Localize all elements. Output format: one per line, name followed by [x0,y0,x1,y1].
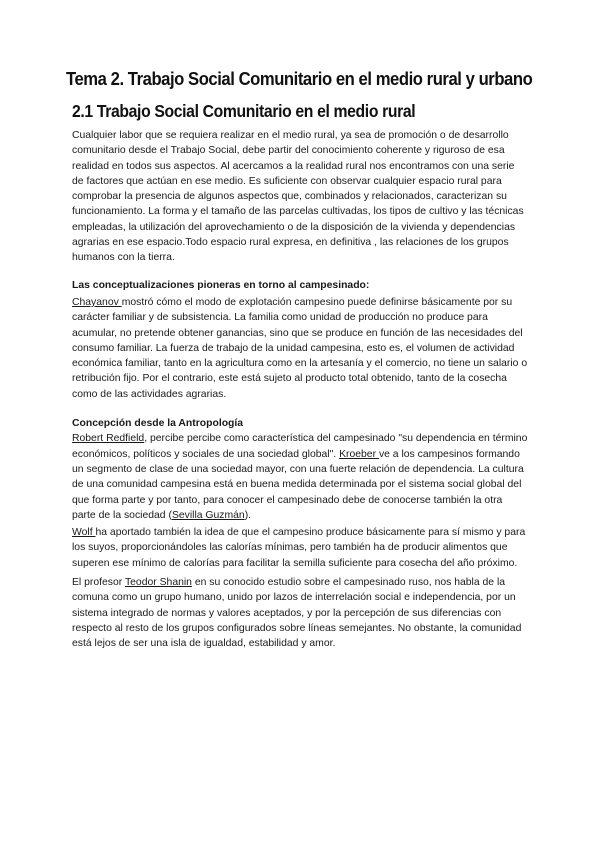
redfield-closing-text: ). [244,509,252,521]
wolf-link[interactable]: Wolf [72,527,96,539]
chayanov-link[interactable]: Chayanov [72,296,122,308]
pioneers-paragraph [72,295,528,402]
shanin-link[interactable]: Teodor Shanin [124,577,192,589]
redfield-text: , percibe percibe como característica del campesinado "su dependencia en término económicos, políticos y sociales de una sociedad global". [72,433,528,460]
shanin-paragraph [72,575,528,651]
sevilla-guzman-link[interactable]: Sevilla Guzmán [171,509,245,521]
kroeber-link[interactable]: Kroeber [339,448,379,460]
pioneers-text: mostró cómo el modo de explotación campesino puede definirse básicamente por su carácter familiar y de subsistencia. La familia como unidad de producción no produce para acumular, no pretende obtener ganancias, sino que se produce en función de las necesidades del consumo familiar. La fuerza de trabajo de la unidad campesina, esto es, el volumen de actividad económica familiar, tanto en la agricultura como en la artesanía y el comercio, no tiene un salario o retribución fijo. Por el contrario, este está sujeto al producto total obtenido, tanto de la cosecha como de las actividades agrarias. [72,296,528,400]
wolf-text: ha aportado también la idea de que el campesino produce básicamente para sí mismo y para los suyos, proporcionándoles las calorías mínimas, pero también ha de producir alimentos que superen ese mínimo de calorías para facilitar la semilla suficiente para cosecha del año próximo. [72,527,526,569]
section-title: 2.1 Trabajo Social Comunitario en el medio rural [72,101,416,121]
kroeber-text: ve a los campesinos formando un segmento de clase de una sociedad mayor, con una fuerte relación de dependencia. La cultura de una comunidad campesina está en buena medida determinada por el sistema social global del que forma parte y por tanto, para conocer el campesinado debe de conocerse también la otra parte de la sociedad ( [72,448,524,521]
redfield-link[interactable]: Robert Redfield [72,433,145,445]
pioneers-heading: Las conceptualizaciones pioneras en torno al campesinado: [72,279,370,291]
anthropology-heading: Concepción desde la Antropología [72,418,244,430]
wolf-paragraph [72,525,528,571]
document-body [72,128,528,652]
page-title: Tema 2. Trabajo Social Comunitario en el medio rural y urbano [66,68,533,89]
shanin-text: en su conocido estudio sobre el campesinado ruso, nos habla de la comuna como un grupo humano, unido por lazos de interrelación social e independencia, por un sistema integrado de normas y valores aceptados, y por la percepción de sus diferencias con respecto al resto de los grupos configurados sobre líneas semejantes. No obstante, la comunidad está lejos de ser una isla de igualdad, estabilidad y amor. [72,577,522,650]
intro-paragraph: Cualquier labor que se requiera realizar en el medio rural, ya sea de promoción o de desarrollo comunitario desde el Trabajo Social, debe partir del conocimiento coherente y riguroso de esa realidad en todos sus aspectos. Al acercamos a la realidad rural nos encontramos con una serie de factores que actúan en ese medio. Es suficiente con observar cualquier espacio rural para comprobar la presencia de algunos aspectos que, combinados y relacionados, caracterizan su funcionamiento. La forma y el tamaño de las parcelas cultivadas, los tipos de cultivo y las técnicas empleadas, la utilización del aprovechamiento o de la disposición de la vivienda y dependencias agrarias en ese espacio.Todo espacio rural expresa, en definitiva , las relaciones de los grupos humanos con la tierra. [72,130,524,264]
shanin-lead-text: El profesor [72,577,125,589]
redfield-paragraph [72,431,528,523]
